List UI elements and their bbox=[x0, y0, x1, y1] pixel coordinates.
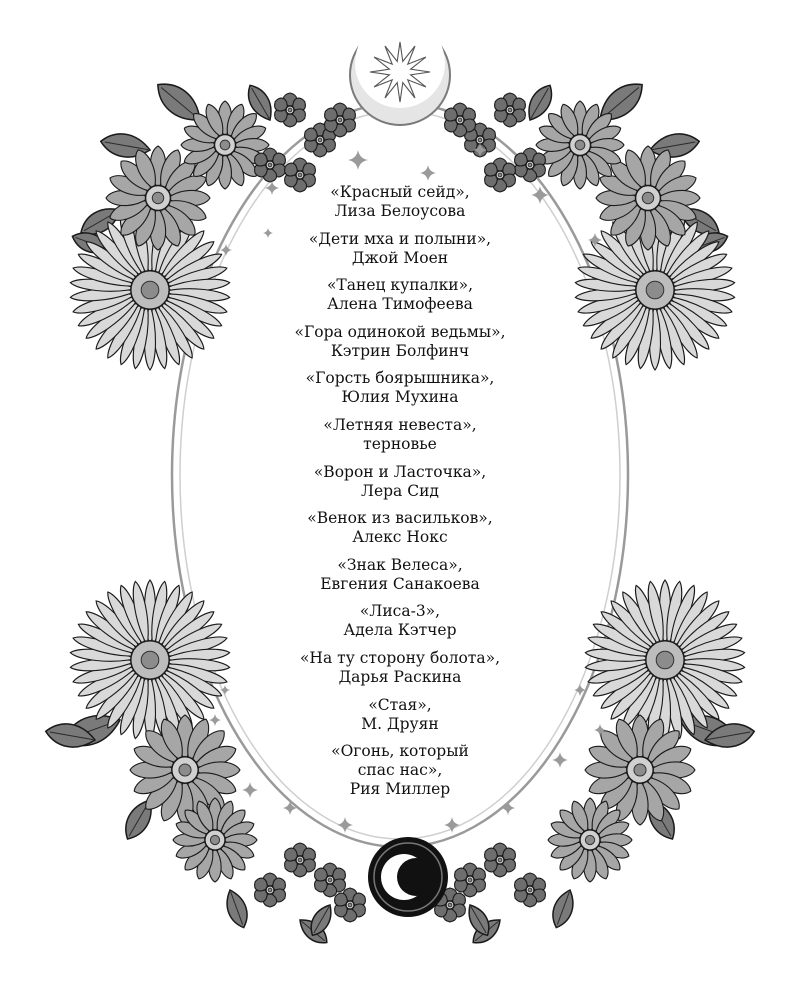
flower bbox=[492, 93, 528, 127]
story-author: Дарья Раскина bbox=[338, 667, 462, 686]
sparkle-icon bbox=[209, 714, 221, 726]
table-of-contents bbox=[250, 183, 550, 808]
story-title: «Дети мха и полыни», bbox=[308, 229, 492, 248]
story-author: Кэтрин Болфинч bbox=[330, 341, 470, 360]
contents-entry bbox=[250, 696, 550, 734]
story-author: Евгения Санакоева bbox=[320, 574, 480, 593]
contents-entry bbox=[250, 323, 550, 361]
contents-entry bbox=[250, 556, 550, 594]
contents-entry bbox=[250, 742, 550, 799]
story-author: Лиза Белоусова bbox=[334, 202, 466, 220]
leaf bbox=[548, 887, 579, 931]
flower bbox=[482, 843, 518, 877]
flower bbox=[252, 873, 288, 907]
flower bbox=[548, 798, 632, 882]
story-author: Джой Моен bbox=[351, 248, 449, 267]
sparkle-icon bbox=[348, 150, 368, 170]
story-title: «Огонь, который bbox=[331, 742, 469, 761]
sparkle-icon bbox=[337, 817, 353, 833]
story-title: «Горсть боярышника», bbox=[305, 369, 495, 388]
flower bbox=[512, 873, 548, 907]
story-author: Алекс Нокс bbox=[352, 528, 448, 547]
flower bbox=[272, 93, 308, 127]
story-title-line2: спас нас», bbox=[357, 761, 443, 780]
contents-entry bbox=[250, 602, 550, 640]
story-author: Лера Сид bbox=[361, 481, 439, 500]
sparkle-icon bbox=[552, 752, 568, 768]
flower bbox=[181, 101, 269, 189]
story-author: Адела Кэтчер bbox=[343, 621, 457, 640]
sparkle-icon bbox=[420, 165, 436, 181]
story-title: «На ту сторону болота», bbox=[299, 648, 501, 667]
flower bbox=[332, 888, 368, 922]
flower bbox=[452, 863, 488, 897]
story-title: «Танец купалки», bbox=[326, 276, 474, 295]
story-title: «Красный сейд», bbox=[330, 183, 470, 201]
story-author: терновье bbox=[363, 434, 437, 453]
crescent-logo bbox=[368, 837, 448, 917]
contents-entry bbox=[250, 183, 550, 221]
flower bbox=[282, 843, 318, 877]
contents-entry bbox=[250, 509, 550, 547]
flower bbox=[536, 101, 624, 189]
contents-entry bbox=[250, 416, 550, 454]
flower bbox=[512, 148, 548, 182]
contents-entry bbox=[250, 463, 550, 501]
story-author: Алена Тимофеева bbox=[327, 295, 473, 314]
story-title: «Летняя невеста», bbox=[323, 415, 477, 434]
story-author: М. Друян bbox=[361, 714, 439, 733]
contents-entry bbox=[250, 369, 550, 407]
contents-entry bbox=[250, 276, 550, 314]
flower bbox=[173, 798, 257, 882]
story-title: «Знак Велеса», bbox=[337, 555, 463, 574]
leaf bbox=[222, 887, 253, 931]
story-title: «Лиса-3», bbox=[359, 602, 441, 621]
story-title: «Гора одинокой ведьмы», bbox=[294, 322, 506, 341]
story-title: «Ворон и Ласточка», bbox=[313, 462, 487, 481]
story-title: «Венок из васильков», bbox=[307, 509, 493, 528]
moon-star-emblem bbox=[350, 18, 450, 125]
leaf bbox=[648, 130, 701, 161]
contents-entry bbox=[250, 649, 550, 687]
flower bbox=[312, 863, 348, 897]
contents-entry bbox=[250, 230, 550, 268]
flower bbox=[585, 580, 745, 740]
story-title: «Стая», bbox=[368, 695, 432, 714]
story-author: Рия Миллер bbox=[349, 780, 451, 799]
story-author: Юлия Мухина bbox=[341, 388, 459, 407]
crescent-inner bbox=[397, 858, 435, 896]
